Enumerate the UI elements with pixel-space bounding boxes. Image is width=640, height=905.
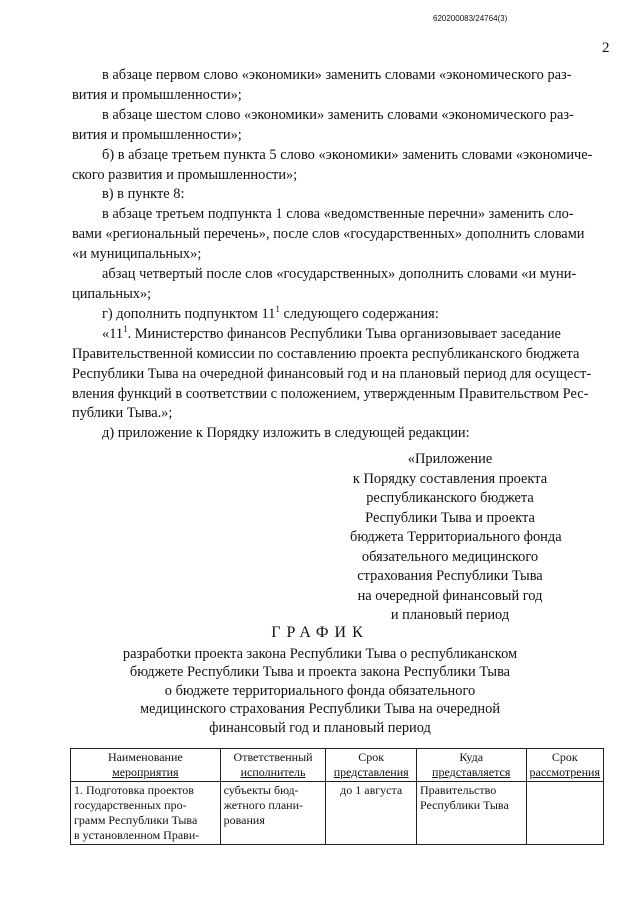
header-text: Срок	[358, 750, 385, 764]
appendix-line: обязательного медицинского	[361, 548, 539, 565]
appendix-line: и плановый период	[390, 607, 510, 623]
text-fragment: . Министерство финансов Республики Тыва организовывает заседание	[127, 325, 561, 342]
schedule-subtitle-line: финансовый год и плановый период	[209, 719, 431, 736]
schedule-subtitle-line: бюджете Республики Тыва и проекта закона Республики Тыва	[129, 664, 511, 680]
paragraph: абзац четвертый после слов «государственных» дополнить словами «и муни-	[102, 266, 577, 283]
paragraph	[72, 325, 608, 345]
cell-text: до 1 августа	[340, 783, 403, 797]
cell-text: рования	[223, 813, 265, 827]
schedule-subtitle-line: разработки проекта закона Республики Тыва о республиканском	[122, 645, 518, 662]
appendix-line: страхования Республики Тыва	[357, 568, 543, 584]
paragraph: в абзаце шестом слово «экономики» заменить словами «экономического раз-	[102, 106, 574, 123]
schedule-subtitle-line: медицинского страхования Республики Тыва на очередной	[139, 701, 501, 717]
appendix-line: республиканского бюджета	[366, 490, 534, 506]
appendix-heading	[350, 450, 562, 626]
paragraph-continuation: вления функций в соответствии с положением, утвержденным Правительством Рес-	[72, 385, 589, 402]
column-header	[71, 749, 221, 782]
paragraph	[72, 305, 608, 325]
paragraph: в абзаце третьем подпункта 1 слова «ведомственные перечни» заменить сло-	[102, 206, 574, 223]
column-header	[526, 749, 604, 782]
appendix-line: «Приложение	[407, 451, 493, 467]
paragraph-continuation: вития и промышленности»;	[72, 126, 242, 143]
cell-text: 1. Подготовка проектов	[74, 783, 194, 797]
table-cell	[526, 782, 604, 845]
header-text: представления	[333, 765, 409, 779]
cell-text: Правительство	[419, 783, 497, 797]
superscript: 1	[123, 323, 128, 334]
column-header	[326, 749, 416, 782]
appendix-line: бюджета Территориального фонда	[350, 529, 562, 545]
text-fragment: г) дополнить подпунктом 11	[102, 305, 276, 322]
document-code: 620200083/24764(3)	[433, 14, 508, 23]
appendix-line: к Порядку составления проекта	[352, 470, 548, 487]
schedule-title	[80, 624, 560, 737]
body-text	[72, 66, 608, 444]
table-row	[71, 782, 604, 845]
header-text: Куда	[459, 750, 484, 764]
column-header	[220, 749, 326, 782]
cell-text: в установленном Прави-	[74, 828, 200, 842]
header-text: Срок	[551, 750, 578, 764]
paragraph-continuation: «и муниципальных»;	[72, 246, 202, 263]
schedule-heading: ГРАФИК	[271, 624, 369, 641]
page-number: 2	[602, 40, 610, 56]
table-header-row	[71, 749, 604, 782]
cell-text: жетного плани-	[223, 798, 303, 812]
text-fragment: «11	[102, 325, 124, 342]
paragraph-continuation: вами «региональный перечень», после слов «государственных» дополнить словами	[72, 226, 585, 243]
text-fragment: следующего содержания:	[279, 305, 439, 322]
header-text: Ответственный	[233, 750, 313, 764]
header-text: исполнитель	[240, 765, 306, 779]
cell-text: государственных про-	[74, 798, 187, 812]
header-text: Наименование	[107, 750, 183, 764]
cell-text: Республики Тыва	[419, 798, 509, 812]
appendix-line: на очередной финансовый год	[357, 587, 543, 604]
paragraph-continuation: ского развития и промышленности»;	[72, 166, 298, 183]
paragraph-continuation: ципальных»;	[72, 285, 152, 302]
table-cell	[220, 782, 326, 845]
paragraph: в) в пункте 8:	[102, 186, 185, 203]
schedule-subtitle-line: о бюджете территориального фонда обязательного	[164, 682, 476, 699]
cell-text: субъекты бюд-	[223, 783, 299, 797]
column-header	[416, 749, 526, 782]
header-text: рассмотрения	[529, 765, 600, 779]
paragraph: в абзаце первом слово «экономики» заменить словами «экономического раз-	[102, 67, 572, 83]
paragraph-continuation: Правительственной комиссии по составлению проекта республиканского бюджета	[72, 345, 580, 362]
paragraph: д) приложение к Порядку изложить в следующей редакции:	[102, 425, 470, 442]
paragraph: б) в абзаце третьем пункта 5 слово «экономики» заменить словами «экономиче-	[102, 146, 593, 163]
schedule-table	[70, 748, 604, 845]
superscript: 1	[275, 304, 280, 315]
paragraph-continuation: публики Тыва.»;	[72, 405, 173, 422]
table-cell	[416, 782, 526, 845]
cell-text: грамм Республики Тыва	[74, 813, 198, 827]
paragraph-continuation: вития и промышленности»;	[72, 86, 242, 103]
appendix-line: Республики Тыва и проекта	[365, 509, 535, 526]
paragraph-continuation: Республики Тыва на очередной финансовый год и на плановый период для осущест-	[72, 365, 592, 382]
header-text: представляется	[432, 765, 511, 779]
header-text: мероприятия	[112, 765, 179, 779]
table-cell	[326, 782, 416, 845]
table-cell	[71, 782, 221, 845]
